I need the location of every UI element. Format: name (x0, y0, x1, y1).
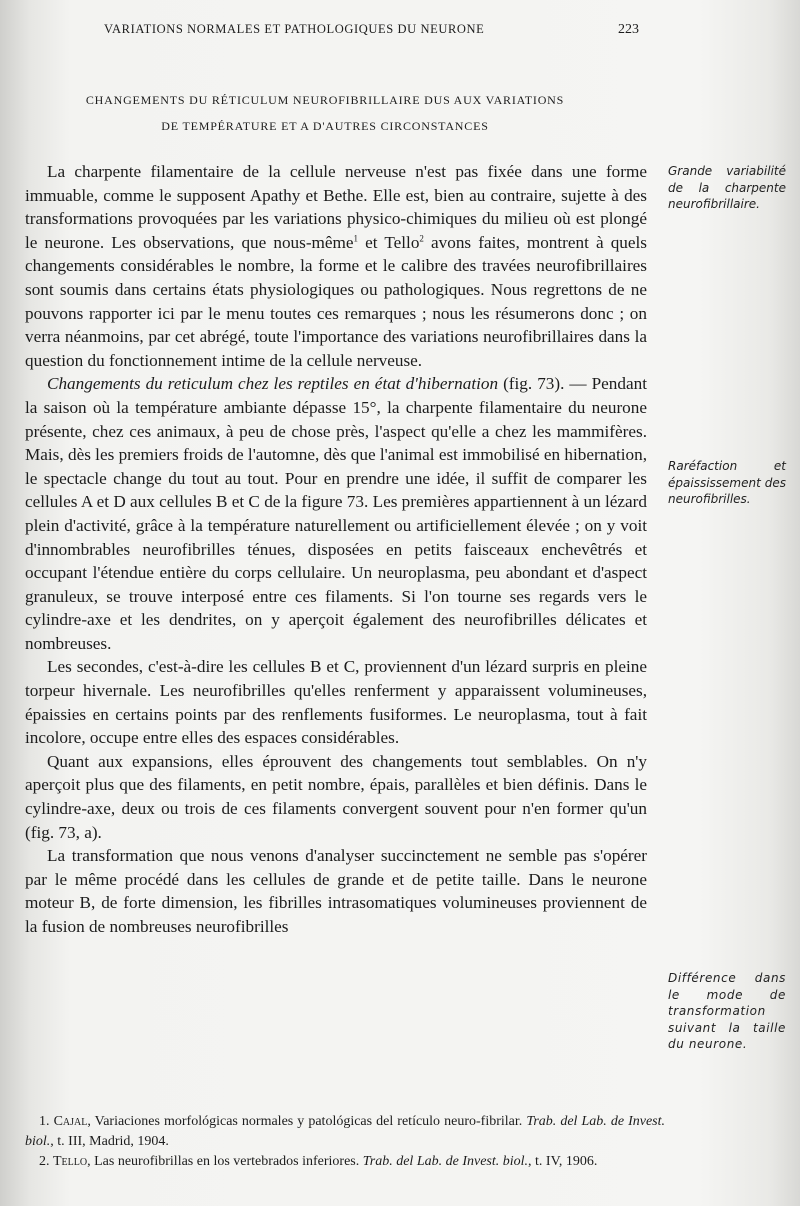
page-number: 223 (618, 22, 639, 37)
footnote-1: 1. Cajal, Variaciones morfológicas normales y patológicas del retículo neuro-fibrilar. Trab. del Lab. de Invest. biol., t. III, Madrid, 1904. (25, 1114, 666, 1149)
footnote-2: 2. Tello, Las neurofibrillas en los vertebrados inferiores. Trab. del Lab. de Invest. biol., t. IV, 1906. (39, 1154, 598, 1169)
paragraph-1: La charpente filamentaire de la cellule nerveuse n'est pas fixée dans une forme immuable, comme le supposent Apathy et Bethe. Elle est, bien au contraire, sujette à des transformations provoquées par les variations physico-chimiques du milieu où est plongé le neurone. Les observations, que nous-même$^1$ et Tello$^2$ avons faites, montrent à quels changements considérables le nombre, la forme et le calibre des travées neurofibrillaires sont soumis dans certains états physiologiques ou pathologiques. Nous regrettons de ne pouvons rapporter ici par le menu toutes ces remarques ; nous les résumerons donc ; on verra néanmoins, par cet abrégé, toute l'importance des variations neurofibrillaires dans la question du fonctionnement intime de la cellule nerveuse. (25, 162, 647, 370)
footnote-ref-1: 1 (353, 233, 359, 244)
footnotes (25, 1112, 665, 1172)
margin-note-3: Différence dans le mode de transformation suivant la taille du neurone. (668, 971, 786, 1051)
section-title-line-1: CHANGEMENTS DU RÉTICULUM NEUROFIBRILLAIRE DUS AUX VARIATIONS (85, 93, 565, 107)
margin-note-1: Grande variabilité de la charpente neurofibrillaire. (668, 164, 786, 211)
paragraph-4: Quant aux expansions, elles éprouvent des changements tout semblables. On n'y aperçoit plus que des filaments, en petit nombre, épais, parallèles et bien définis. Dans le cylindre-axe, deux ou trois de ces filaments convergent souvent pour n'en former qu'un (fig. 73, a). (25, 751, 647, 842)
paragraph-5: La transformation que nous venons d'analyser succinctement ne semble pas s'opérer par le même procédé dans les cellules de grande et de petite taille. Dans le neurone moteur B, de forte dimension, les fibrilles intrasomatiques volumineuses proviennent de la fusion de nombreuses neurofibrilles (25, 846, 647, 936)
running-head: VARIATIONS NORMALES ET PATHOLOGIQUES DU NEURONE (104, 22, 485, 36)
paragraph-3: Les secondes, c'est-à-dire les cellules B et C, proviennent d'un lézard surpris en pleine torpeur hivernale. Les neurofibrilles qu'elles renferment y apparaissent volumineuses, épaissies en certains points par des renflements fusiformes. Le neuroplasma, tout à fait incolore, occupe entre elles des espaces considérables. (25, 657, 647, 748)
body-text (25, 160, 647, 939)
margin-note-2: Raréfaction et épaississement des neurofibrilles. (668, 459, 786, 506)
footnote-author: Tello (53, 1154, 88, 1169)
footnote-ref-2: 2 (419, 233, 424, 244)
section-title-line-2: DE TEMPÉRATURE ET A D'AUTRES CIRCONSTANCES (161, 119, 489, 133)
paragraph-2: Changements du reticulum chez les reptiles en état d'hibernation (fig. 73). — Pendant la saison où la température ambiante dépasse 15°, la charpente filamentaire du neurone présente, chez ces animaux, à peu de chose près, l'aspect qu'elle a chez les mammifères. Mais, dès les premiers froids de l'automne, dès que l'animal est immobilisé en hibernation, le spectacle change du tout au tout. Pour en prendre une idée, il suffit de comparer les cellules A et D aux cellules B et C de la figure 73. Les premières appartiennent à un lézard plein d'activité, grâce à la température naturellement ou artificiellement élevée ; on y voit d'innombrables neurofibrilles ténues, disposées en petits faisceaux enchevêtrés et occupant l'étendue entière du corps cellulaire. Un neuroplasma, peu abondant et d'aspect granuleux, se trouve interposé entre ces filaments. Si l'on tourne ses regards vers le cylindre-axe et les dendrites, on y aperçoit également des neurofibrilles délicates et nombreuses. (25, 374, 647, 653)
footnote-author: Cajal (53, 1114, 88, 1129)
subsection-heading: Changements du reticulum chez les reptiles en état d'hibernation (47, 374, 499, 394)
